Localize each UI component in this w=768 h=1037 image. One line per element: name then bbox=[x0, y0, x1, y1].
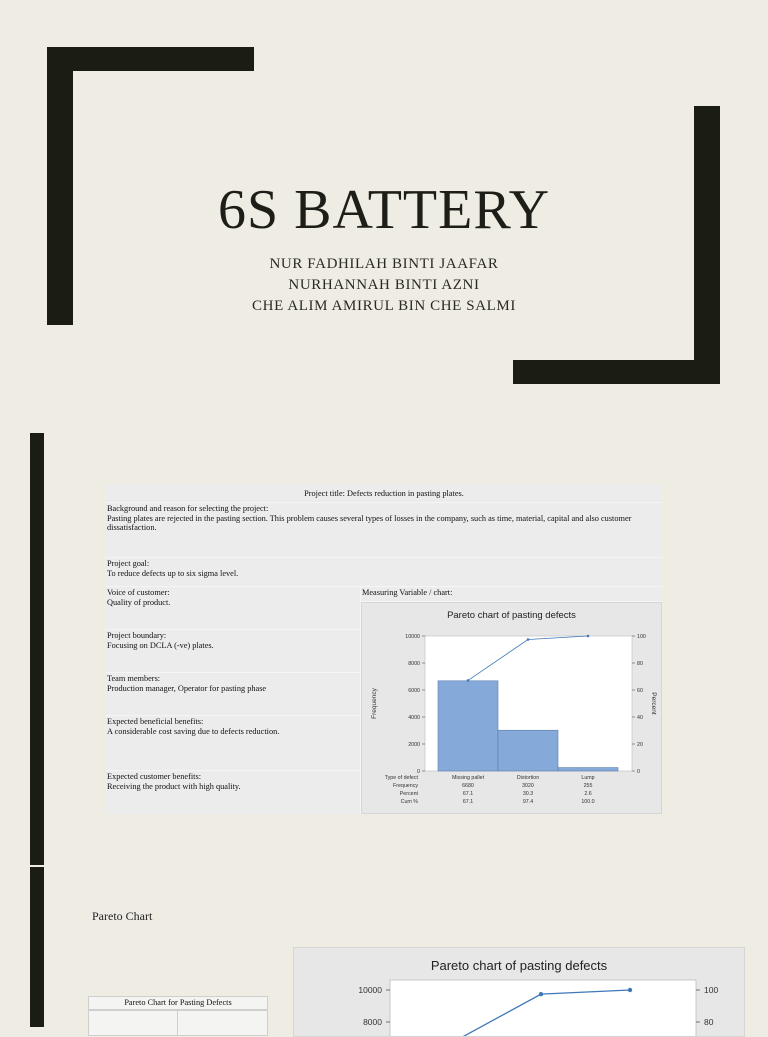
cumulative-point bbox=[527, 638, 530, 641]
y2-tick-label: 40 bbox=[637, 715, 643, 721]
y-tick-label: 4000 bbox=[408, 715, 420, 721]
y2-axis-label: Percent bbox=[650, 692, 657, 715]
plot-area bbox=[390, 980, 696, 1036]
x-tick-label: Lump bbox=[581, 775, 595, 781]
pareto-summary-table bbox=[88, 996, 268, 1036]
y2-tick-label: 100 bbox=[704, 985, 719, 995]
cumulative-point bbox=[587, 635, 590, 638]
measuring-label: Measuring Variable / chart: bbox=[362, 588, 453, 597]
data-label: 97.4 bbox=[522, 799, 534, 805]
cumulative-point bbox=[539, 992, 543, 996]
pareto-chart-1 bbox=[362, 603, 661, 813]
cumulative-point bbox=[467, 679, 470, 682]
data-label: 2.6 bbox=[584, 791, 592, 797]
bar bbox=[558, 768, 618, 771]
table-row-label: Percent bbox=[399, 791, 418, 797]
y-tick-label: 2000 bbox=[408, 742, 420, 748]
slide-title: 6S BATTERY bbox=[217, 179, 551, 241]
bracket-bottom-right-horizontal bbox=[513, 360, 720, 384]
author-2: NURHANNAH BINTI AZNI bbox=[288, 277, 480, 293]
pareto-chart-panel-1 bbox=[361, 602, 662, 814]
goal-text: To reduce defects up to six sigma level. bbox=[107, 568, 239, 578]
team-text: Production manager, Operator for pasting phase bbox=[107, 683, 267, 693]
y-tick-label: 6000 bbox=[408, 688, 420, 694]
project-title-cell: Project title: Defects reduction in pasting plates. bbox=[106, 484, 662, 502]
bracket-bottom-right-vertical bbox=[694, 106, 720, 384]
pareto-summary-table-cell bbox=[177, 1010, 268, 1036]
bar bbox=[498, 730, 558, 771]
y-tick-label: 8000 bbox=[363, 1017, 382, 1027]
goal-cell bbox=[106, 558, 662, 586]
voc-label: Voice of customer: bbox=[107, 588, 170, 597]
benefit-cell bbox=[106, 716, 360, 770]
data-label: 6680 bbox=[462, 783, 474, 789]
cumulative-point bbox=[628, 988, 632, 992]
benefit-label: Expected beneficial benefits: bbox=[107, 717, 204, 726]
pareto-summary-table-title: Pareto Chart for Pasting Defects bbox=[88, 996, 268, 1010]
y2-tick-label: 0 bbox=[637, 769, 640, 775]
slide3-left-bar bbox=[30, 867, 44, 1027]
x-tick-label: Missing pallet bbox=[451, 775, 485, 781]
chart-2-title: Pareto chart of pasting defects bbox=[430, 958, 608, 973]
boundary-text: Focusing on DCLA (-ve) plates. bbox=[107, 640, 214, 650]
customer-text: Receiving the product with high quality. bbox=[107, 781, 241, 791]
benefit-text: A considerable cost saving due to defects reduction. bbox=[107, 726, 280, 736]
data-label: 3020 bbox=[522, 783, 534, 789]
team-cell bbox=[106, 673, 360, 715]
author-1: NUR FADHILAH BINTI JAAFAR bbox=[269, 256, 499, 272]
data-label: 67.1 bbox=[462, 791, 474, 797]
table-row-label: Cum % bbox=[400, 799, 418, 805]
pareto-chart-2 bbox=[294, 948, 744, 1036]
y2-tick-label: 20 bbox=[637, 742, 643, 748]
y-tick-label: 0 bbox=[417, 769, 420, 775]
data-label: 100.0 bbox=[581, 799, 595, 805]
customer-cell bbox=[106, 771, 360, 814]
pareto-chart-label: Pareto Chart bbox=[92, 909, 153, 923]
team-label: Team members: bbox=[107, 674, 161, 683]
x-tick-label: Distortion bbox=[516, 775, 540, 781]
pareto-summary-table-cell bbox=[88, 1010, 178, 1036]
y-tick-label: 10000 bbox=[405, 634, 420, 640]
data-label: 255 bbox=[583, 783, 593, 789]
project-charter-table bbox=[106, 484, 662, 814]
boundary-cell bbox=[106, 630, 360, 672]
customer-label: Expected customer benefits: bbox=[107, 772, 201, 781]
voc-cell bbox=[106, 587, 360, 629]
slide2-left-bar bbox=[30, 433, 44, 865]
y2-tick-label: 60 bbox=[637, 688, 643, 694]
y2-tick-label: 80 bbox=[637, 661, 643, 667]
bracket-top-left-horizontal bbox=[47, 47, 254, 71]
y-tick-label: 8000 bbox=[408, 661, 420, 667]
background-text: Pasting plates are rejected in the pasting section. This problem causes several types of losses in the company, such as time, material, capital and also customer dissatisfaction. bbox=[107, 513, 632, 532]
table-row-label: Type of defect bbox=[384, 775, 418, 781]
background-cell bbox=[106, 503, 662, 557]
bar bbox=[438, 681, 498, 771]
y2-tick-label: 80 bbox=[704, 1017, 714, 1027]
background-label: Background and reason for selecting the project: bbox=[107, 504, 269, 513]
table-row-label: Frequency bbox=[392, 783, 418, 789]
y-axis-label: Frequency bbox=[371, 688, 378, 719]
boundary-label: Project boundary: bbox=[107, 631, 167, 640]
author-3: CHE ALIM AMIRUL BIN CHE SALMI bbox=[252, 298, 516, 314]
data-label: 67.1 bbox=[462, 799, 474, 805]
voc-text: Quality of product. bbox=[107, 597, 171, 607]
y2-tick-label: 100 bbox=[637, 634, 646, 640]
measuring-cell bbox=[361, 587, 662, 601]
goal-label: Project goal: bbox=[107, 559, 150, 568]
chart-1-title: Pareto chart of pasting defects bbox=[447, 610, 576, 621]
y-tick-label: 10000 bbox=[358, 985, 382, 995]
data-label: 30.3 bbox=[522, 791, 534, 797]
